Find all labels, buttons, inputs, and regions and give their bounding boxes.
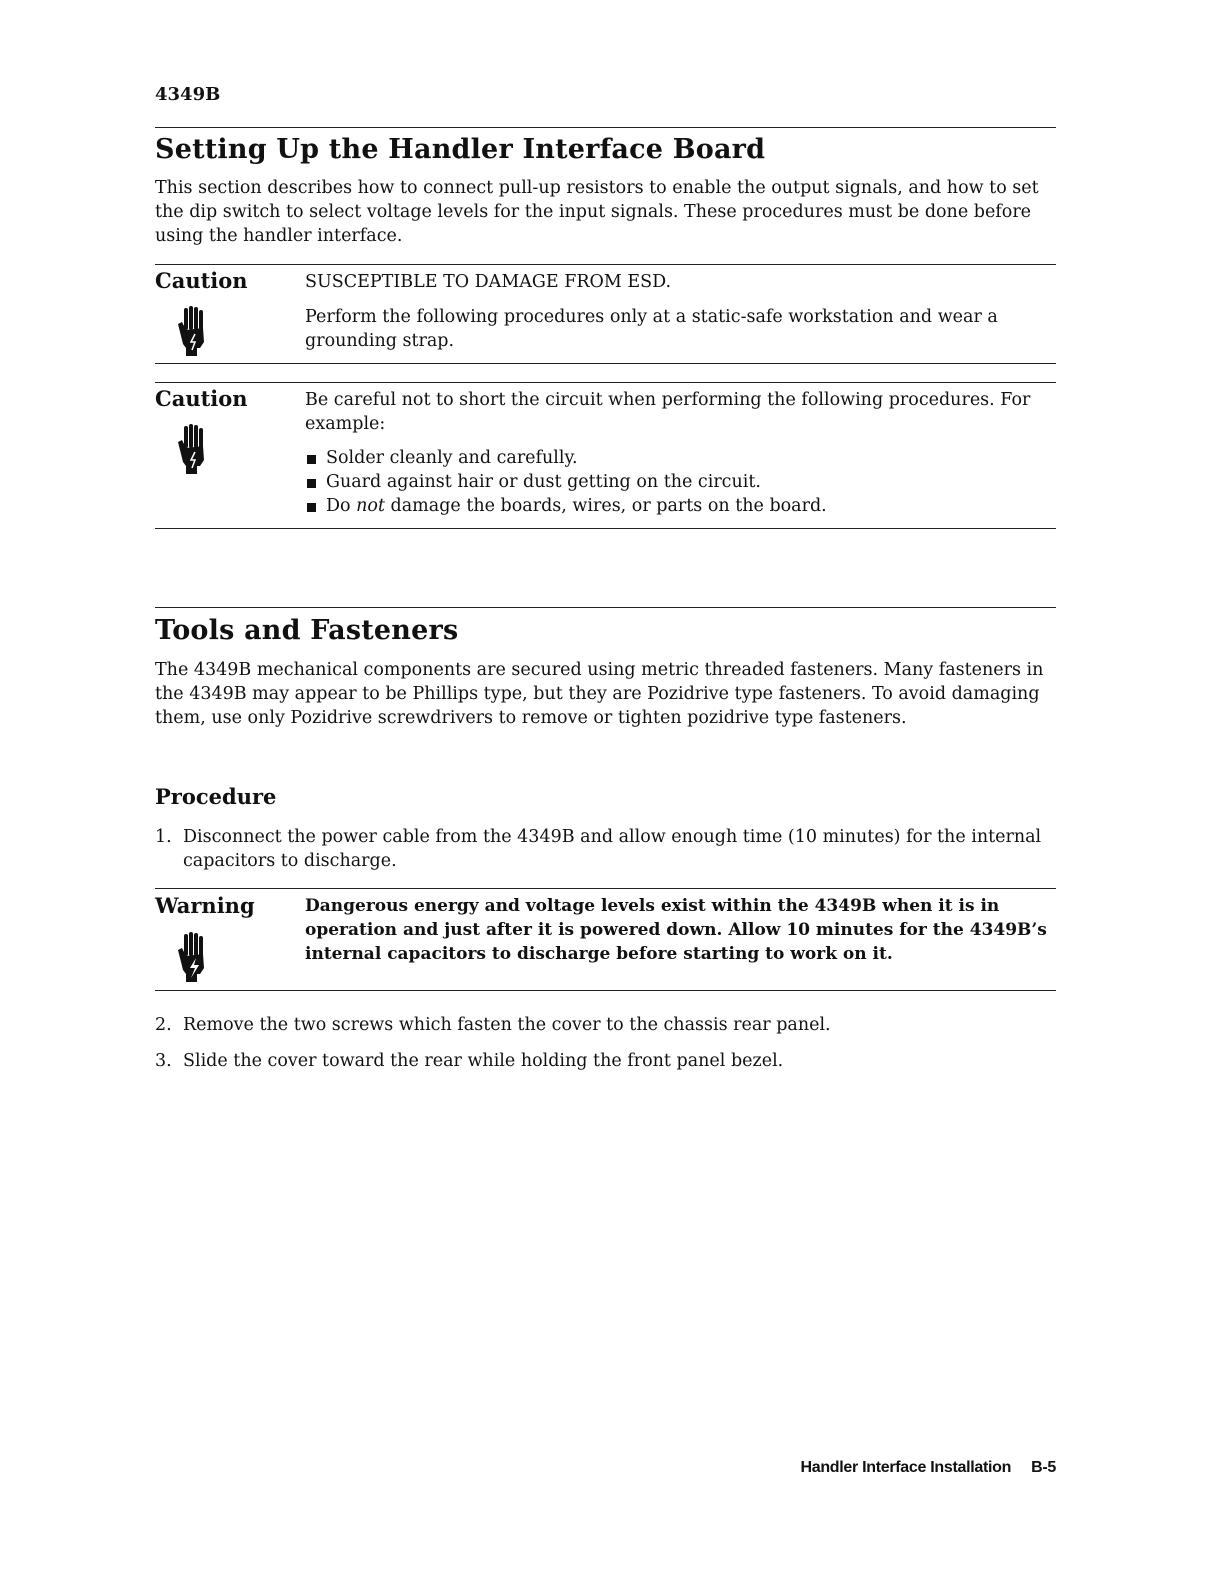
procedure-steps <box>155 1049 1056 1073</box>
hand-caution-icon <box>177 306 211 356</box>
caution-text: Be careful not to short the circuit when performing the following procedures. For example: <box>305 390 1031 434</box>
caution-top-rule <box>155 264 1056 265</box>
emphasis: not <box>356 496 385 516</box>
caution-bottom-rule <box>155 363 1056 364</box>
list-item: Do not damage the boards, wires, or parts on the board. <box>305 494 827 518</box>
warning-top-rule <box>155 888 1056 889</box>
page-number: B-5 <box>1031 1459 1056 1476</box>
list-item: 1. Disconnect the power cable from the 4349B and allow enough time (10 minutes) for the internal capacitors to discharge. <box>155 827 1042 871</box>
section-intro-setup: This section describes how to connect pull-up resistors to enable the output signals, and how to set the dip switch to select voltage levels for the input signals. These procedures must be done before using the handler interface. <box>155 178 1039 246</box>
model-header: 4349B <box>155 84 221 105</box>
warning-label: Warning <box>155 893 255 918</box>
caution-top-rule <box>155 382 1056 383</box>
caution-text: Perform the following procedures only at a static-safe workstation and wear a grounding strap. <box>305 307 998 351</box>
procedure-steps <box>155 825 1056 873</box>
hand-lightning-icon <box>177 932 211 982</box>
section-title-tools: Tools and Fasteners <box>155 615 459 646</box>
caution-bullet-list <box>305 446 827 518</box>
hand-caution-icon <box>177 424 211 474</box>
caution-label: Caution <box>155 268 248 293</box>
list-item: Solder cleanly and carefully. <box>305 446 827 470</box>
document-page <box>155 0 1056 1584</box>
section-rule <box>155 127 1056 128</box>
caution-heading: SUSCEPTIBLE TO DAMAGE FROM ESD. <box>305 272 672 292</box>
procedure-title: Procedure <box>155 784 277 809</box>
list-item: 2. Remove the two screws which fasten the cover to the chassis rear panel. <box>155 1015 831 1035</box>
warning-text: Dangerous energy and voltage levels exist within the 4349B when it is in operation and just after it is powered down. Allow 10 minutes for the 4349B’s internal capacitors to discharge before starting to work on it. <box>305 896 1047 964</box>
caution-label: Caution <box>155 386 248 411</box>
section-title-setup: Setting Up the Handler Interface Board <box>155 134 766 165</box>
caution-bottom-rule <box>155 528 1056 529</box>
procedure-steps <box>155 1013 1056 1037</box>
warning-bottom-rule <box>155 990 1056 991</box>
footer-section-title: Handler Interface Installation <box>800 1459 1012 1476</box>
list-item: 3. Slide the cover toward the rear while holding the front panel bezel. <box>155 1051 784 1071</box>
page-footer <box>800 1459 1056 1477</box>
section-rule <box>155 607 1056 608</box>
list-item: Guard against hair or dust getting on the circuit. <box>305 470 827 494</box>
section-intro-tools: The 4349B mechanical components are secured using metric threaded fasteners. Many fasteners in the 4349B may appear to be Phillips type, but they are Pozidrive type fasteners. To avoid damaging them, use only Pozidrive screwdrivers to remove or tighten pozidrive type fasteners. <box>155 660 1044 728</box>
